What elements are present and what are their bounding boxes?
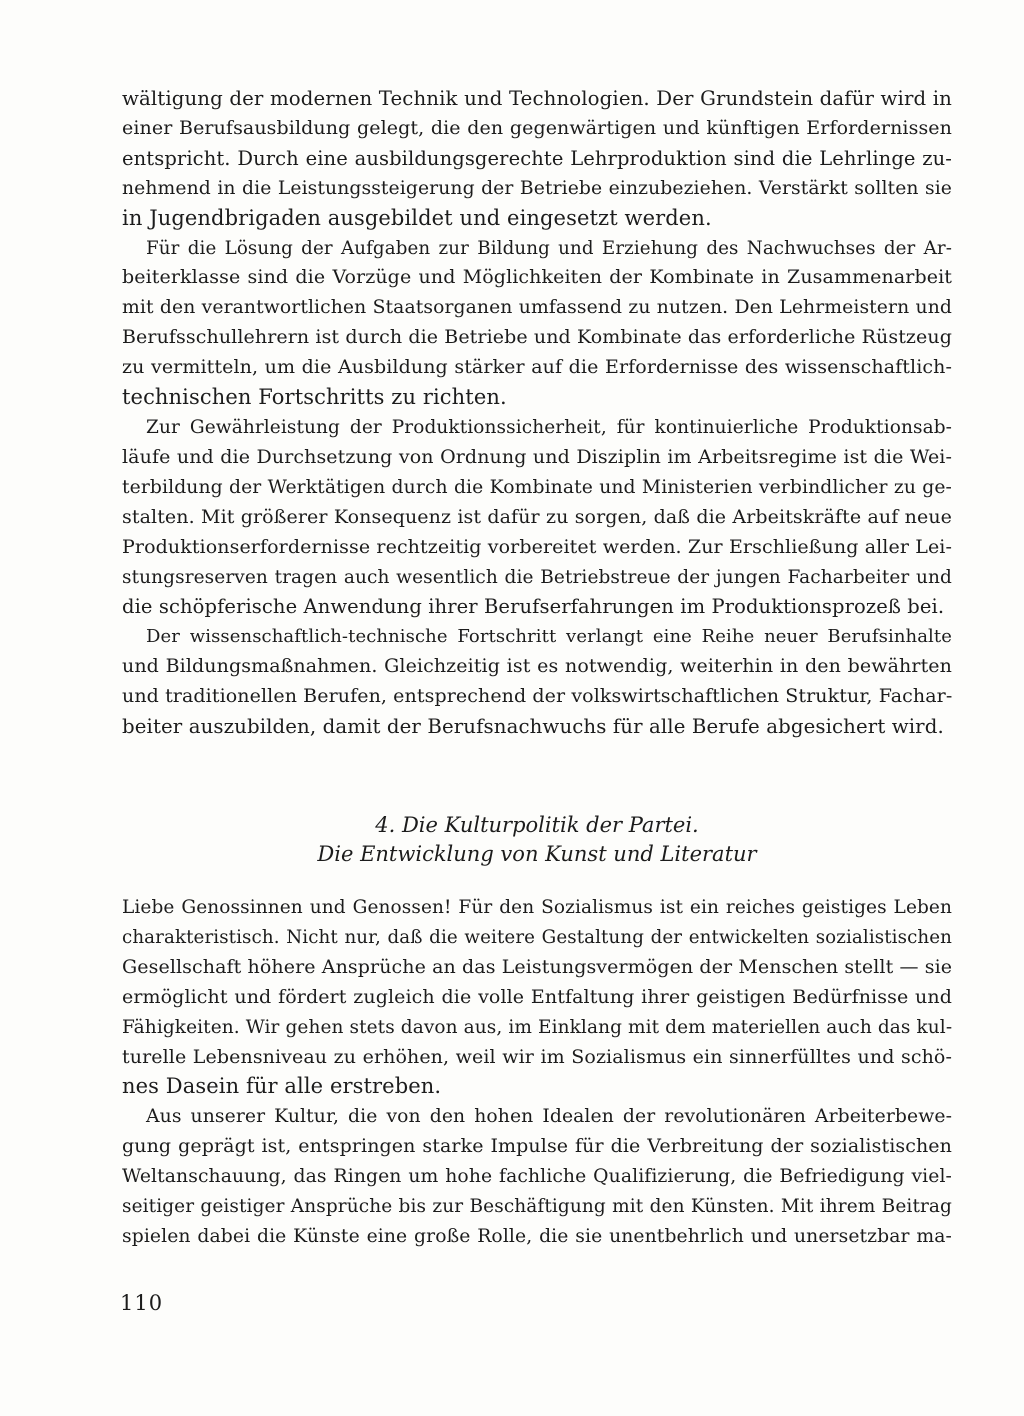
text-line: stalten. Mit größerer Konsequenz ist dafür zu sorgen, daß die Arbeitskräfte auf neue — [122, 505, 952, 528]
text-line: gung geprägt ist, entspringen starke Impulse für die Verbreitung der sozialistischen — [122, 1135, 952, 1158]
text-line: entspricht. Durch eine ausbildungsgerechte Lehrproduktion sind die Lehrlinge zu- — [122, 146, 952, 170]
text-line: und traditionellen Berufen, entsprechend der volkswirtschaftlichen Struktur, Fachar- — [122, 685, 953, 708]
text-line: Gesellschaft höhere Ansprüche an das Leistungsvermögen der Menschen stellt — sie — [122, 955, 953, 978]
text-line: Aus unserer Kultur, die von den hohen Idealen der revolutionären Arbeiterbewe- — [146, 1106, 952, 1128]
text-line: Weltanschauung, das Ringen um hohe fachliche Qualifizierung, die Befriedigung viel- — [122, 1166, 952, 1188]
page-number: 110 — [120, 1291, 164, 1315]
text-line: nes Dasein für alle erstreben. — [122, 1074, 442, 1099]
text-line: Liebe Genossinnen und Genossen! Für den Sozialismus ist ein reiches geistiges Leben — [122, 897, 952, 918]
text-line: in Jugendbrigaden ausgebildet und eingesetzt werden. — [122, 205, 712, 230]
text-line: turelle Lebensniveau zu erhöhen, weil wir im Sozialismus ein sinnerfülltes und schö- — [122, 1045, 952, 1068]
text-line: und Bildungsmaßnahmen. Gleichzeitig ist es notwendig, weiterhin in den bewährten — [122, 655, 952, 678]
text-line: wältigung der modernen Technik und Technologien. Der Grundstein dafür wird in — [122, 87, 952, 110]
section-2-text — [122, 893, 952, 1252]
text-line: charakteristisch. Nicht nur, daß die weitere Gestaltung der entwickelten sozialistischen — [122, 926, 952, 948]
paragraph — [122, 234, 952, 413]
text-line: spielen dabei die Künste eine große Rolle, die sie unentbehrlich und unersetzbar ma- — [122, 1225, 952, 1247]
text-line: Berufsschullehrern ist durch die Betriebe und Kombinate das erforderliche Rüstzeug — [122, 326, 952, 349]
text-line: seitiger geistiger Ansprüche bis zur Beschäftigung mit den Künsten. Mit ihrem Beitrag — [122, 1196, 952, 1218]
paragraph — [122, 622, 952, 742]
text-line: die schöpferische Anwendung ihrer Berufserfahrungen im Produktionsprozeß bei. — [122, 595, 945, 619]
text-line: terbildung der Werktätigen durch die Kombinate und Ministerien verbindlicher zu ge- — [122, 476, 952, 498]
section-1-text — [122, 84, 952, 742]
section-heading-line-1: 4. Die Kulturpolitik der Partei. — [375, 813, 699, 837]
section-heading-line-2: Die Entwicklung von Kunst und Literatur — [317, 842, 757, 866]
paragraph — [122, 413, 952, 622]
paragraph — [122, 893, 952, 1102]
text-line: einer Berufsausbildung gelegt, die den gegenwärtigen und künftigen Erfordernissen — [122, 116, 952, 139]
text-line: beiter auszubilden, damit der Berufsnachwuchs für alle Berufe abgesichert wird. — [122, 715, 944, 739]
text-line: Fähigkeiten. Wir gehen stets davon aus, im Einklang mit dem materiellen auch das kul- — [122, 1016, 953, 1038]
text-line: beiterklasse sind die Vorzüge und Möglichkeiten der Kombinate in Zusammenarbeit — [122, 266, 952, 289]
text-line: Produktionserfordernisse rechtzeitig vorbereitet werden. Zur Erschließung aller Lei- — [122, 535, 952, 558]
text-line: Zur Gewährleistung der Produktionssicherheit, für kontinuierliche Produktionsab- — [146, 416, 952, 438]
text-line: Der wissenschaftlich-technische Fortschritt verlangt eine Reihe neuer Berufsinhalte — [146, 626, 952, 648]
text-line: ermöglicht und fördert zugleich die volle Entfaltung ihrer geistigen Bedürfnisse und — [122, 985, 952, 1008]
text-line: technischen Fortschritts zu richten. — [122, 385, 507, 410]
text-line: stungsreserven tragen auch wesentlich die Betriebstreue der jungen Facharbeiter und — [122, 566, 952, 588]
text-line: Für die Lösung der Aufgaben zur Bildung und Erziehung des Nachwuchses der Ar- — [146, 237, 952, 259]
paragraph — [122, 84, 952, 234]
paragraph — [122, 1102, 952, 1252]
text-line: läufe und die Durchsetzung von Ordnung und Disziplin im Arbeitsregime ist die Wei- — [122, 445, 952, 468]
text-line: nehmend in die Leistungssteigerung der Betriebe einzubeziehen. Verstärkt sollten sie — [122, 177, 952, 199]
text-line: zu vermitteln, um die Ausbildung stärker auf die Erfordernisse des wissenschaftlich- — [122, 356, 952, 379]
text-line: mit den verantwortlichen Staatsorganen umfassend zu nutzen. Den Lehrmeistern und — [122, 297, 952, 319]
